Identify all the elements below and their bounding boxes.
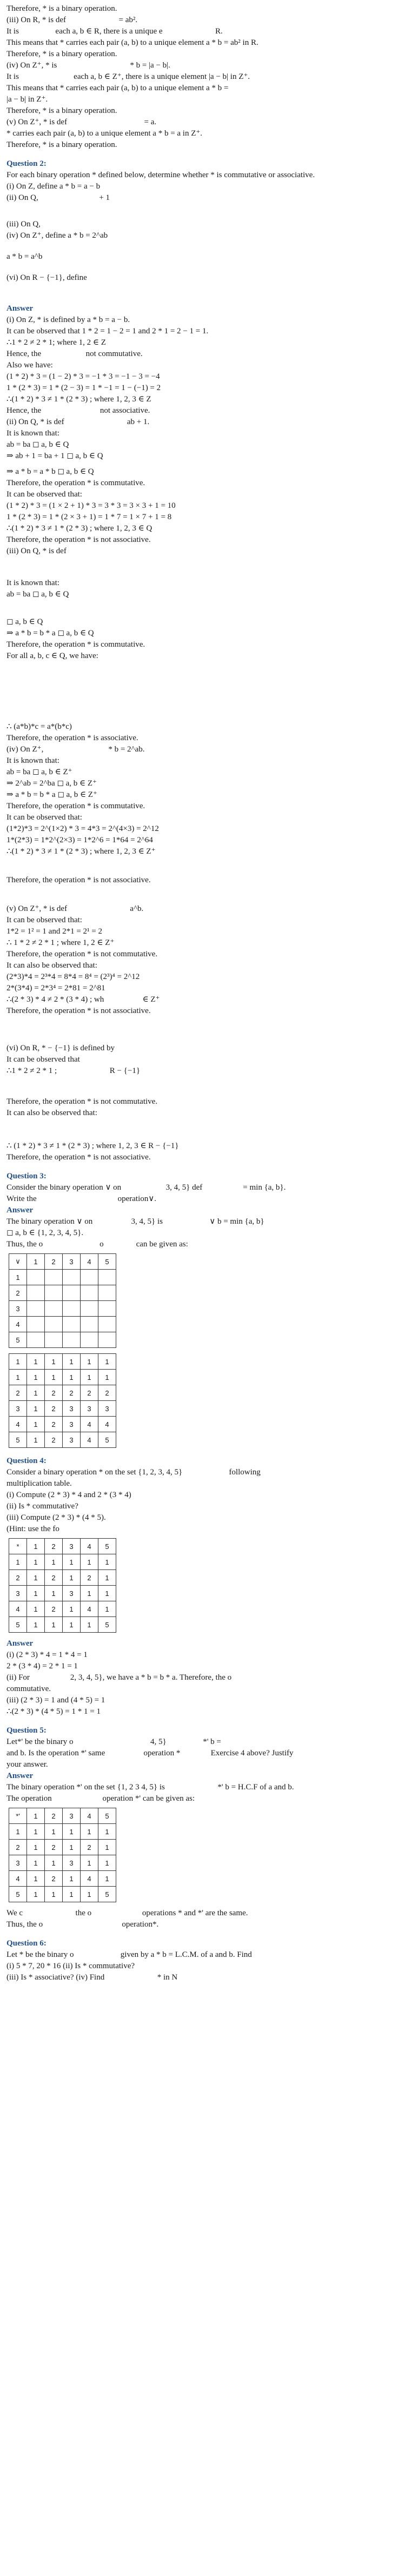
q2-line: Therefore, the operation * is not associative. xyxy=(6,1007,151,1015)
q5-table-cell: 1 xyxy=(63,1871,81,1887)
q5-table-row xyxy=(9,1887,116,1902)
q3-table2-row xyxy=(9,1401,116,1417)
q5-line: Let*' be the binary o 4, 5} *' b = xyxy=(6,1738,221,1746)
q3-table-cell xyxy=(98,1285,116,1301)
q4-content xyxy=(6,1467,405,1535)
q4-table-cell: 3 xyxy=(63,1586,81,1601)
q2-line: (i) On Z, * is defined by a * b = a − b. xyxy=(6,316,130,324)
q5-table-row xyxy=(9,1824,116,1840)
q3-table2-row xyxy=(9,1417,116,1432)
q3-table-row xyxy=(9,1254,116,1270)
q4-line: (ii) Is * commutative? xyxy=(6,1502,78,1511)
q3-table-row xyxy=(9,1285,116,1301)
q2-line: (iii) On Q, xyxy=(6,220,41,229)
q5-line: Answer xyxy=(6,1772,34,1780)
q2-line: ⇒ a * b = a * b ◻ a, b ∈ Q xyxy=(6,467,94,476)
q3-table2-cell: 3 xyxy=(63,1417,81,1432)
q2-line: Therefore, the operation * is associative. xyxy=(6,734,138,742)
q4-table-cell: 1 xyxy=(27,1554,45,1570)
q3-table2-cell: 1 xyxy=(9,1370,27,1385)
q5-line: and b. Is the operation *' same operation * Exercise 4 above? Justify xyxy=(6,1749,294,1757)
q3-table-cell xyxy=(27,1332,45,1348)
q6-heading: Question 6: xyxy=(6,1939,47,1948)
q3-table2-cell: 2 xyxy=(45,1385,63,1401)
q5-table-cell: 1 xyxy=(27,1871,45,1887)
q2-line: ⇒ 2^ab = 2^ba ◻ a, b ∈ Z⁺ xyxy=(6,779,97,788)
q5-table-cell: 3 xyxy=(63,1855,81,1871)
q3-table2-cell: 2 xyxy=(81,1385,98,1401)
q4-table-cell: 4 xyxy=(81,1539,98,1554)
q5-table-cell: 1 xyxy=(81,1887,98,1902)
q4-heading: Question 4: xyxy=(6,1457,47,1465)
q2-line: ◻ a, b ∈ Q xyxy=(6,618,43,626)
q4-line: (iii) Compute (2 * 3) * (4 * 5). xyxy=(6,1513,106,1522)
q3-table2-cell: 3 xyxy=(63,1432,81,1448)
top-line: (v) On Z⁺, * is def = a. xyxy=(6,118,157,126)
q3-table2-row xyxy=(9,1385,116,1401)
top-line: |a − b| in Z⁺. xyxy=(6,95,48,104)
q3-table2-cell: 2 xyxy=(45,1401,63,1417)
q5-table-cell: 2 xyxy=(45,1808,63,1824)
top-line: Therefore, * is a binary operation. xyxy=(6,50,117,58)
q2-line: It can be observed that 1 * 2 = 1 − 2 = 1 and 2 * 1 = 2 − 1 = 1. xyxy=(6,327,209,336)
q2-line: ⇒ a * b = b * a ◻ a, b ∈ Q xyxy=(6,629,94,638)
q3-table2-cell: 1 xyxy=(81,1370,98,1385)
q5-table-cell: 1 xyxy=(81,1855,98,1871)
q2-line: (iii) On Q, * is def xyxy=(6,547,67,555)
q5-table-row xyxy=(9,1871,116,1887)
top-line: (iii) On R, * is def = ab². xyxy=(6,16,138,24)
q2-line: ∴ (a*b)*c = a*(b*c) xyxy=(6,722,72,731)
q3-table2-cell: 2 xyxy=(45,1417,63,1432)
q5-table-cell: 1 xyxy=(9,1824,27,1840)
q4-table-cell: 1 xyxy=(98,1554,116,1570)
q2-line: 1 * (2 * 3) = 1 * (2 − 3) = 1 * −1 = 1 − (−1) = 2 xyxy=(6,384,161,392)
q5-table-cell: 4 xyxy=(81,1871,98,1887)
q5-line: your answer. xyxy=(6,1760,48,1769)
q2-line: (iv) On Z⁺, define a * b = 2^ab xyxy=(6,231,108,240)
q3-table2-cell: 1 xyxy=(98,1370,116,1385)
q4-table-cell: 1 xyxy=(63,1601,81,1617)
q2-line: (1 * 2) * 3 = (1 − 2) * 3 = −1 * 3 = −1 − 3 = −4 xyxy=(6,372,160,381)
q3-table-cell xyxy=(81,1301,98,1317)
q5-table-cell: 1 xyxy=(27,1855,45,1871)
q3-table-cell xyxy=(45,1301,63,1317)
q3-table-cell: 1 xyxy=(27,1254,45,1270)
q2-line: Therefore, the operation * is not commutative. xyxy=(6,1097,158,1106)
top-line: Therefore, * is a binary operation. xyxy=(6,4,117,13)
q3-table-cell: 3 xyxy=(63,1254,81,1270)
q3-table-cell: 4 xyxy=(9,1317,27,1332)
q2-line: (1 * 2) * 3 = (1 × 2 + 1) * 3 = 3 * 3 = 3 × 3 + 1 = 10 xyxy=(6,501,176,510)
q2-line: ∴(1 * 2) * 3 ≠ 1 * (2 * 3) ; where 1, 2, 3 ∈ Q xyxy=(6,524,153,533)
q2-line: 1*(2*3) = 1*2^(2×3) = 1*2^6 = 1*64 = 2^64 xyxy=(6,836,153,844)
q5-table-cell: 1 xyxy=(27,1840,45,1855)
q4-table-cell: 2 xyxy=(81,1570,98,1586)
q6-line: (i) 5 * 7, 20 * 16 (ii) Is * commutative? xyxy=(6,1962,135,1970)
q4-table-cell: 2 xyxy=(9,1570,27,1586)
q3-table-cell xyxy=(81,1317,98,1332)
q4-answer xyxy=(6,1638,405,1718)
q2-line: Therefore, the operation * is not commutative. xyxy=(6,950,158,958)
q3-line: The binary operation ∨ on 3, 4, 5} is ∨ b = min {a, b} xyxy=(6,1217,264,1226)
q2-line: a * b = a^b xyxy=(6,252,43,261)
q3-table-cell: 3 xyxy=(9,1301,27,1317)
top-line: Therefore, * is a binary operation. xyxy=(6,106,117,115)
q3-table-cell: 5 xyxy=(98,1254,116,1270)
q4-table-cell: 1 xyxy=(45,1554,63,1570)
q3-table-cell xyxy=(81,1270,98,1285)
q4-table-cell: 1 xyxy=(45,1586,63,1601)
q5-table-cell: 1 xyxy=(45,1824,63,1840)
q2-line: It is known that: xyxy=(6,756,59,765)
q3-table2-cell: 1 xyxy=(45,1370,63,1385)
q3-content xyxy=(6,1182,405,1250)
q2-line: ⇒ a * b = b * a ◻ a, b ∈ Z⁺ xyxy=(6,790,97,799)
q4-table-cell: 5 xyxy=(9,1617,27,1633)
q5-table-cell: 1 xyxy=(27,1887,45,1902)
q4-table-cell: 1 xyxy=(81,1586,98,1601)
q3-table-cell xyxy=(98,1301,116,1317)
q5-table-cell: 2 xyxy=(9,1840,27,1855)
q3-table-row xyxy=(9,1270,116,1285)
q2-line: ab = ba ◻ a, b ∈ Q xyxy=(6,440,69,449)
q4-table-cell: 2 xyxy=(45,1539,63,1554)
q2-line: (iv) On Z⁺, * b = 2^ab. xyxy=(6,745,145,754)
q4-line: Consider a binary operation * on the set {1, 2, 3, 4, 5} following xyxy=(6,1468,261,1477)
q3-table2-row xyxy=(9,1432,116,1448)
q5-table-cell: 5 xyxy=(98,1887,116,1902)
q4-table-cell: 1 xyxy=(27,1586,45,1601)
q4-answer-line: ∴(2 * 3) * (4 * 5) = 1 * 1 = 1 xyxy=(6,1707,101,1716)
q3-table-cell xyxy=(27,1270,45,1285)
q4-table-cell: 1 xyxy=(81,1554,98,1570)
q2-line: It can be observed that: xyxy=(6,813,82,822)
q5-table-cell: 1 xyxy=(45,1855,63,1871)
q3-table2-cell: 2 xyxy=(98,1385,116,1401)
q3-table2-cell: 1 xyxy=(98,1354,116,1370)
q2-line: It can be observed that: xyxy=(6,916,82,924)
q2-line: Therefore, the operation * is commutative. xyxy=(6,640,145,649)
q3-table-cell: 5 xyxy=(9,1332,27,1348)
q3-table2-cell: 5 xyxy=(9,1432,27,1448)
top-line: It is each a, b ∈ R, there is a unique e R. xyxy=(6,27,223,36)
q4-answer-line: (iii) (2 * 3) = 1 and (4 * 5) = 1 xyxy=(6,1696,105,1705)
q5-table-cell: 1 xyxy=(27,1808,45,1824)
q3-table-cell xyxy=(63,1301,81,1317)
q2-line: Hence, the not commutative. xyxy=(6,350,143,358)
q3-table-row xyxy=(9,1301,116,1317)
q5-table-cell: 1 xyxy=(63,1887,81,1902)
q3-table2-cell: 3 xyxy=(63,1401,81,1417)
q5-after-line: Thus, the o operation*. xyxy=(6,1920,159,1929)
q4-table-cell: 1 xyxy=(81,1617,98,1633)
q2-line: ∴ 1 * 2 ≠ 2 * 1 ; where 1, 2 ∈ Z⁺ xyxy=(6,938,115,947)
top-line: Therefore, * is a binary operation. xyxy=(6,140,117,149)
q4-table-cell: 4 xyxy=(81,1601,98,1617)
q2-line: ⇒ ab + 1 = ba + 1 ◻ a, b ∈ Q xyxy=(6,452,103,460)
q3-table-cell: ∨ xyxy=(9,1254,27,1270)
q3-table2-cell: 4 xyxy=(81,1417,98,1432)
q5-line: The binary operation *' on the set {1, 2 3 4, 5} is *' b = H.C.F of a and b. xyxy=(6,1783,294,1792)
q4-table-cell: 3 xyxy=(63,1539,81,1554)
q4-table-row xyxy=(9,1601,116,1617)
q5-table-cell: 1 xyxy=(98,1855,116,1871)
q3-table-cell xyxy=(45,1332,63,1348)
q5-line: The operation operation *' can be given as: xyxy=(6,1794,195,1803)
q5-table-cell: 1 xyxy=(98,1871,116,1887)
q2-line: Therefore, the operation * is commutative. xyxy=(6,802,145,810)
q2-line: Therefore, the operation * is not associative. xyxy=(6,1153,151,1162)
q5-table-cell: 2 xyxy=(81,1840,98,1855)
q3-table2-cell: 1 xyxy=(27,1401,45,1417)
q2-line: Hence, the not associative. xyxy=(6,406,150,415)
q3-table-cell xyxy=(63,1285,81,1301)
q3-table2-row xyxy=(9,1354,116,1370)
q2-line: ∴ (1 * 2) * 3 ≠ 1 * (2 * 3) ; where 1, 2, 3 ∈ R − {−1} xyxy=(6,1142,179,1150)
q4-answer-line: (i) (2 * 3) * 4 = 1 * 4 = 1 xyxy=(6,1651,88,1659)
q2-line: ∴(1 * 2) * 3 ≠ 1 * (2 * 3) ; where 1, 2, 3 ∈ Z⁺ xyxy=(6,847,156,856)
q5-table-cell: *' xyxy=(9,1808,27,1824)
q4-table-row xyxy=(9,1586,116,1601)
q4-table-row xyxy=(9,1539,116,1554)
q4-answer-line: commutative. xyxy=(6,1685,51,1693)
q5-table-cell: 1 xyxy=(98,1840,116,1855)
q4-table xyxy=(9,1538,116,1633)
q2-line: (i) On Z, define a * b = a − b xyxy=(6,182,101,191)
q3-table-cell xyxy=(45,1285,63,1301)
q2-line: 1*2 = 1² = 1 and 2*1 = 2¹ = 2 xyxy=(6,927,102,936)
q2-line: For each binary operation * defined below, determine whether * is commutative or associative. xyxy=(6,171,315,179)
q3-table2-cell: 1 xyxy=(81,1354,98,1370)
q2-line: ∴(1 * 2) * 3 ≠ 1 * (2 * 3) ; where 1, 2, 3 ∈ Z xyxy=(6,395,151,404)
q5-after xyxy=(6,1908,405,1930)
q3-line: Write the operation∨. xyxy=(6,1195,156,1203)
q3-table2-cell: 2 xyxy=(45,1432,63,1448)
q2-line: Also we have: xyxy=(6,361,53,370)
q5-table-row xyxy=(9,1855,116,1871)
q2-line: (2*3)*4 = 2³*4 = 8*4 = 8⁴ = (2³)⁴ = 2^12 xyxy=(6,972,140,981)
q2-line: 1 * (2 * 3) = 1 * (2 × 3 + 1) = 1 * 7 = 1 × 7 + 1 = 8 xyxy=(6,513,172,521)
q3-table2-cell: 1 xyxy=(63,1354,81,1370)
q3-table2-cell: 3 xyxy=(81,1401,98,1417)
q3-table-cell xyxy=(63,1332,81,1348)
q3-line: Thus, the o o can be given as: xyxy=(6,1240,188,1249)
q3-line: Consider the binary operation ∨ on 3, 4, 5} def = min {a, b}. xyxy=(6,1183,286,1192)
q4-answer-line: (ii) For 2, 3, 4, 5}, we have a * b = b * a. Therefore, the o xyxy=(6,1673,232,1682)
q2-line: It can be observed that: xyxy=(6,490,82,499)
q3-table2-cell: 4 xyxy=(81,1432,98,1448)
q2-heading: Question 2: xyxy=(6,159,47,168)
q2-line: (1*2)*3 = 2^(1×2) * 3 = 4*3 = 2^(4×3) = 2^12 xyxy=(6,824,159,833)
q6-content xyxy=(6,1949,405,1983)
q3-table-cell xyxy=(98,1270,116,1285)
q4-table-row xyxy=(9,1570,116,1586)
q3-table-cell xyxy=(81,1332,98,1348)
top-line: This means that * carries each pair (a, b) to a unique element a * b = ab² in R. xyxy=(6,38,258,47)
q4-table-cell: 1 xyxy=(45,1617,63,1633)
q4-line: (i) Compute (2 * 3) * 4 and 2 * (3 * 4) xyxy=(6,1491,131,1499)
q2-line: It can also be observed that: xyxy=(6,961,97,970)
q4-table-cell: 1 xyxy=(98,1601,116,1617)
q3-table-cell: 1 xyxy=(9,1270,27,1285)
q3-table2-cell: 1 xyxy=(27,1370,45,1385)
top-line: It is each a, b ∈ Z⁺, there is a unique element |a − b| in Z⁺. xyxy=(6,72,250,81)
q4-table-cell: 5 xyxy=(98,1539,116,1554)
q4-line: (Hint: use the fo xyxy=(6,1525,59,1533)
q5-content xyxy=(6,1736,405,1804)
q3-table2-cell: 1 xyxy=(27,1432,45,1448)
q5-table-cell: 3 xyxy=(63,1808,81,1824)
q5-heading: Question 5: xyxy=(6,1726,47,1735)
q3-table2-cell: 1 xyxy=(63,1370,81,1385)
q5-table-cell: 5 xyxy=(9,1887,27,1902)
q3-table-cell xyxy=(81,1285,98,1301)
q4-table-cell: 1 xyxy=(98,1586,116,1601)
q3-table2-cell: 3 xyxy=(9,1401,27,1417)
q3-table2-cell: 1 xyxy=(9,1354,27,1370)
q2-line: 2*(3*4) = 2*3⁴ = 2*81 = 2^81 xyxy=(6,984,105,992)
q3-line: ◻ a, b ∈ {1, 2, 3, 4, 5}. xyxy=(6,1229,84,1237)
q2-line: ∴(2 * 3) * 4 ≠ 2 * (3 * 4) ; wh ∈ Z⁺ xyxy=(6,995,160,1004)
q5-table-row xyxy=(9,1808,116,1824)
q5-table-cell: 1 xyxy=(81,1824,98,1840)
q3-table2-cell: 1 xyxy=(27,1354,45,1370)
q2-line: (ii) On Q, + 1 xyxy=(6,193,110,202)
q4-answer-line: Answer xyxy=(6,1639,34,1648)
q2-line: (vi) On R, * − {−1} is defined by xyxy=(6,1044,115,1052)
q3-table-cell: 2 xyxy=(45,1254,63,1270)
q2-content xyxy=(6,170,405,1163)
q5-table-cell: 1 xyxy=(27,1824,45,1840)
q5-table-cell: 4 xyxy=(81,1808,98,1824)
q5-after-line: We c the o operations * and *' are the same. xyxy=(6,1909,248,1917)
q3-table-cell xyxy=(27,1317,45,1332)
q2-line: Answer xyxy=(6,304,34,313)
q4-table-row xyxy=(9,1617,116,1633)
q3-table-cell xyxy=(27,1285,45,1301)
q3-table2-cell: 1 xyxy=(27,1385,45,1401)
q2-line: Therefore, the operation * is not associative. xyxy=(6,535,151,544)
q5-table-cell: 2 xyxy=(45,1871,63,1887)
q5-table-cell: 1 xyxy=(98,1824,116,1840)
top-line: (iv) On Z⁺, * is * b = |a − b|. xyxy=(6,61,170,70)
q5-table-row xyxy=(9,1840,116,1855)
top-line: This means that * carries each pair (a, b) to a unique element a * b = xyxy=(6,84,229,92)
q5-table-cell: 2 xyxy=(45,1840,63,1855)
q3-line: Answer xyxy=(6,1206,34,1215)
q2-line: For all a, b, c ∈ Q, we have: xyxy=(6,652,98,660)
q6-line: (iii) Is * associative? (iv) Find * in N xyxy=(6,1973,178,1982)
q3-table-cell xyxy=(63,1317,81,1332)
q3-table-cell xyxy=(45,1317,63,1332)
q4-table-cell: 1 xyxy=(98,1570,116,1586)
q2-line: Therefore, the operation * is not associative. xyxy=(6,876,151,884)
q2-line: It is known that: xyxy=(6,429,59,438)
q2-line: It can be observed that xyxy=(6,1055,80,1064)
q4-table-cell: 1 xyxy=(27,1617,45,1633)
q3-table-row xyxy=(9,1317,116,1332)
q4-table-cell: 3 xyxy=(9,1586,27,1601)
q5-table-cell: 1 xyxy=(63,1840,81,1855)
q3-table2-cell: 1 xyxy=(27,1417,45,1432)
q2-line: It is known that: xyxy=(6,579,59,587)
q4-table-cell: 1 xyxy=(9,1554,27,1570)
q3-table2-cell: 1 xyxy=(45,1354,63,1370)
q3-table2-cell: 3 xyxy=(98,1401,116,1417)
q4-table-cell: * xyxy=(9,1539,27,1554)
q5-table-cell: 1 xyxy=(45,1887,63,1902)
q2-line: (ii) On Q, * is def ab + 1. xyxy=(6,418,150,426)
q5-table-cell: 5 xyxy=(98,1808,116,1824)
q4-table-cell: 4 xyxy=(9,1601,27,1617)
q2-line: (vi) On R − {−1}, define xyxy=(6,273,87,282)
q2-line: Therefore, the operation * is commutative. xyxy=(6,479,145,487)
q4-table-cell: 1 xyxy=(63,1617,81,1633)
q3-table2-cell: 4 xyxy=(9,1417,27,1432)
q4-table-cell: 1 xyxy=(63,1554,81,1570)
q3-table-cell: 4 xyxy=(81,1254,98,1270)
q3-table2-row xyxy=(9,1370,116,1385)
q2-line: It can also be observed that: xyxy=(6,1109,97,1117)
q3-table-cell xyxy=(98,1317,116,1332)
q4-table-row xyxy=(9,1554,116,1570)
q3-table2-cell: 5 xyxy=(98,1432,116,1448)
q2-line: ab = ba ◻ a, b ∈ Z⁺ xyxy=(6,768,72,776)
q4-table-cell: 1 xyxy=(27,1539,45,1554)
q3-table-filled xyxy=(9,1353,116,1448)
q4-table-cell: 5 xyxy=(98,1617,116,1633)
q4-table-cell: 2 xyxy=(45,1601,63,1617)
q2-line: (v) On Z⁺, * is def a^b. xyxy=(6,904,144,913)
q3-table-cell xyxy=(27,1301,45,1317)
q4-table-cell: 1 xyxy=(27,1601,45,1617)
q4-line: multiplication table. xyxy=(6,1479,72,1488)
q6-line: Let * be the binary o given by a * b = L.C.M. of a and b. Find xyxy=(6,1950,252,1959)
q2-line: ∴1 * 2 ≠ 2 * 1; where 1, 2 ∈ Z xyxy=(6,338,106,347)
q3-table2-cell: 2 xyxy=(9,1385,27,1401)
q2-line: ∴1 * 2 ≠ 2 * 1 ; R − {−1} xyxy=(6,1066,141,1075)
q5-table-cell: 3 xyxy=(9,1855,27,1871)
q3-heading: Question 3: xyxy=(6,1172,47,1180)
q4-table-cell: 2 xyxy=(45,1570,63,1586)
q3-table2-cell: 4 xyxy=(98,1417,116,1432)
q3-table-cell: 2 xyxy=(9,1285,27,1301)
q5-table-cell: 1 xyxy=(63,1824,81,1840)
q4-table-cell: 1 xyxy=(27,1570,45,1586)
q3-table-empty xyxy=(9,1253,116,1348)
q3-table-row xyxy=(9,1332,116,1348)
q3-table2-cell: 2 xyxy=(63,1385,81,1401)
q4-answer-line: 2 * (3 * 4) = 2 * 1 = 1 xyxy=(6,1662,78,1671)
top-block xyxy=(6,3,405,151)
q2-line: ab = ba ◻ a, b ∈ Q xyxy=(6,590,69,599)
q5-table xyxy=(9,1808,116,1902)
q3-table-cell xyxy=(45,1270,63,1285)
top-line: * carries each pair (a, b) to a unique element a * b = a in Z⁺. xyxy=(6,129,203,138)
q3-table-cell xyxy=(98,1332,116,1348)
q3-table-cell xyxy=(63,1270,81,1285)
q4-table-cell: 1 xyxy=(63,1570,81,1586)
q5-table-cell: 4 xyxy=(9,1871,27,1887)
